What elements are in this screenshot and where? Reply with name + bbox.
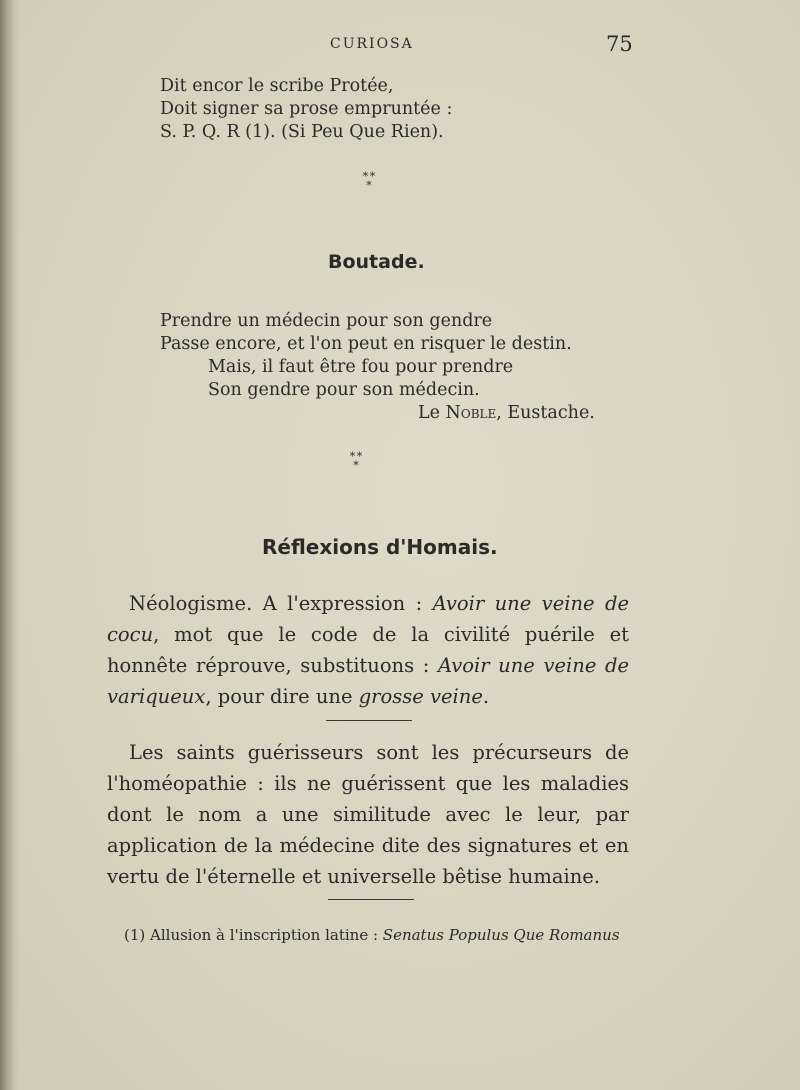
poem-line: Passe encore, et l'on peut en risquer le destin. — [160, 334, 572, 354]
text-run: , mot que le code de la civilité puérile et honnête réprouve, substituons : — [107, 623, 629, 677]
asterism: * * * — [349, 450, 363, 472]
footnote-label: (1) Allusion à l'inscription latine : — [124, 926, 383, 944]
boutade-title: Boutade. — [328, 251, 425, 273]
footnote — [124, 926, 620, 944]
reflexions-title: Réflexions d'Homais. — [262, 535, 498, 559]
page-number: 75 — [606, 32, 633, 56]
italic-phrase: Avoir une veine de cocu — [107, 592, 629, 646]
verse-line: S. P. Q. R (1). (Si Peu Que Rien). — [160, 122, 444, 142]
text-run: Néologisme. A l'expression : — [129, 592, 433, 615]
italic-phrase: grosse veine — [358, 685, 483, 708]
paragraph-saints — [107, 737, 629, 892]
poem-line: Son gendre pour son médecin. — [208, 380, 480, 400]
author-prefix: Le — [418, 403, 446, 423]
poem-author — [418, 402, 595, 425]
poem-line: Prendre un médecin pour son gendre — [160, 311, 493, 331]
text-run: . — [482, 685, 490, 708]
italic-phrase: Avoir une veine de variqueux — [107, 654, 629, 708]
verse-line: Doit signer sa prose empruntée : — [160, 99, 453, 119]
running-title: CURIOSA — [330, 36, 414, 52]
page-binding-edge — [0, 0, 20, 1090]
poem-line: Mais, il faut être fou pour prendre — [208, 357, 514, 377]
paragraph-neologisme — [107, 588, 629, 712]
footnote-rule — [328, 899, 414, 900]
section-separator — [336, 452, 376, 471]
author-given-name: , Eustache. — [496, 403, 595, 423]
author-surname: Noble — [445, 403, 497, 423]
asterism: * * * — [362, 170, 376, 192]
paragraph-rule — [326, 720, 412, 721]
section-separator — [349, 172, 389, 191]
verse-line: Dit encor le scribe Protée, — [160, 76, 394, 96]
footnote-latin: Senatus Populus Que Romanus — [382, 926, 620, 944]
text-run: , pour dire une — [205, 685, 359, 708]
text-run: Les saints guérisseurs sont les précurseurs de l'homéopathie : ils ne guérissent que les maladies dont le nom a une similitude avec le leur, par application de la médecine dite des signatures et en vertu de l'éternelle et universelle bêtise humaine. — [107, 741, 629, 888]
